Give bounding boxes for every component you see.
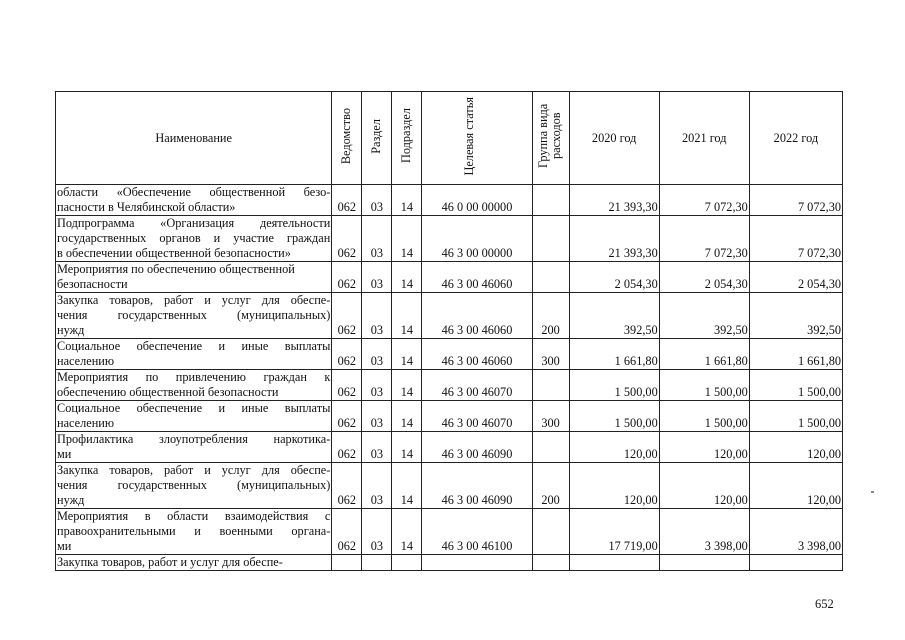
- row-amount-2020: 1 500,00: [569, 370, 659, 401]
- row-expense-group: [532, 432, 569, 463]
- row-target-article: 46 3 00 46090: [422, 463, 532, 509]
- row-amount-2022: 7 072,30: [749, 185, 842, 216]
- row-amount-2022: 3 398,00: [749, 509, 842, 555]
- row-amount-2020: 120,00: [569, 463, 659, 509]
- row-amount-2020: 21 393,30: [569, 185, 659, 216]
- page-number: 652: [815, 597, 834, 611]
- row-expense-group: 200: [532, 293, 569, 339]
- row-target-article: 46 3 00 46060: [422, 339, 532, 370]
- header-name: Наименование: [56, 92, 332, 185]
- row-name: Мероприятия по привлечению граждан к обеспечению общественной безопасности: [57, 370, 331, 399]
- row-name: Профилактика злоупотребления наркотика- ми: [57, 432, 331, 461]
- row-amount-2020: 392,50: [569, 293, 659, 339]
- row-section: 03: [362, 370, 392, 401]
- row-target-article: 46 3 00 00000: [422, 216, 532, 262]
- row-department: 062: [332, 185, 362, 216]
- row-subsection: 14: [392, 509, 422, 555]
- row-name: Закупка товаров, работ и услуг для обеспе-: [56, 555, 332, 571]
- table-row: [56, 185, 843, 216]
- table-row: [56, 293, 843, 339]
- row-subsection: 14: [392, 370, 422, 401]
- row-subsection: 14: [392, 216, 422, 262]
- table-row: [56, 463, 843, 509]
- row-amount-2021: 7 072,30: [659, 216, 749, 262]
- row-expense-group: 200: [532, 463, 569, 509]
- row-amount-2021: 1 500,00: [659, 401, 749, 432]
- row-name: Социальное обеспечение и иные выплаты населению: [57, 339, 331, 368]
- row-section: [362, 555, 392, 571]
- row-amount-2022: [749, 555, 842, 571]
- header-section: Раздел: [362, 92, 392, 185]
- header-subsection: Подраздел: [392, 92, 422, 185]
- row-amount-2021: 3 398,00: [659, 509, 749, 555]
- row-target-article: 46 3 00 46100: [422, 509, 532, 555]
- row-name: Подпрограмма «Организация деятельности государственных органов и участие граждан в обеспечении общественной безопасности»: [57, 216, 331, 260]
- row-section: 03: [362, 463, 392, 509]
- row-amount-2021: 392,50: [659, 293, 749, 339]
- table-row: [56, 509, 843, 555]
- row-subsection: [392, 555, 422, 571]
- header-year-2021: 2021 год: [659, 92, 749, 185]
- budget-table: [55, 91, 843, 571]
- row-amount-2022: 1 500,00: [749, 370, 842, 401]
- row-name: Мероприятия в области взаимодействия с правоохранительными и военными органа- ми: [57, 509, 331, 553]
- row-amount-2020: 21 393,30: [569, 216, 659, 262]
- row-section: 03: [362, 509, 392, 555]
- row-department: 062: [332, 432, 362, 463]
- row-subsection: 14: [392, 262, 422, 293]
- row-amount-2020: 1 661,80: [569, 339, 659, 370]
- row-section: 03: [362, 339, 392, 370]
- row-amount-2020: 120,00: [569, 432, 659, 463]
- row-target-article: 46 0 00 00000: [422, 185, 532, 216]
- row-expense-group: [532, 555, 569, 571]
- row-section: 03: [362, 216, 392, 262]
- row-department: 062: [332, 339, 362, 370]
- row-target-article: 46 3 00 46070: [422, 401, 532, 432]
- row-expense-group: [532, 216, 569, 262]
- row-subsection: 14: [392, 401, 422, 432]
- row-name: Закупка товаров, работ и услуг для обеспе- чения государственных (муниципальных) нужд: [57, 463, 331, 507]
- row-name: Закупка товаров, работ и услуг для обеспе- чения государственных (муниципальных) нужд: [57, 293, 331, 337]
- row-department: 062: [332, 216, 362, 262]
- row-amount-2021: 120,00: [659, 432, 749, 463]
- row-amount-2022: 2 054,30: [749, 262, 842, 293]
- row-amount-2022: 1 661,80: [749, 339, 842, 370]
- header-year-2022: 2022 год: [749, 92, 842, 185]
- row-department: 062: [332, 293, 362, 339]
- row-department: 062: [332, 262, 362, 293]
- row-subsection: 14: [392, 339, 422, 370]
- row-amount-2021: 7 072,30: [659, 185, 749, 216]
- row-amount-2021: 2 054,30: [659, 262, 749, 293]
- row-subsection: 14: [392, 185, 422, 216]
- row-target-article: 46 3 00 46090: [422, 432, 532, 463]
- row-subsection: 14: [392, 432, 422, 463]
- row-amount-2020: 2 054,30: [569, 262, 659, 293]
- row-department: 062: [332, 370, 362, 401]
- row-amount-2021: 1 661,80: [659, 339, 749, 370]
- header-year-2020: 2020 год: [569, 92, 659, 185]
- row-target-article: 46 3 00 46070: [422, 370, 532, 401]
- row-expense-group: [532, 370, 569, 401]
- row-amount-2022: 120,00: [749, 463, 842, 509]
- row-subsection: 14: [392, 463, 422, 509]
- row-amount-2021: 1 500,00: [659, 370, 749, 401]
- row-amount-2021: [659, 555, 749, 571]
- table-row: [56, 432, 843, 463]
- row-amount-2020: 1 500,00: [569, 401, 659, 432]
- row-expense-group: 300: [532, 339, 569, 370]
- row-section: 03: [362, 293, 392, 339]
- row-subsection: 14: [392, 293, 422, 339]
- table-row: [56, 555, 843, 571]
- header-department: Ведомство: [332, 92, 362, 185]
- row-section: 03: [362, 262, 392, 293]
- row-name: области «Обеспечение общественной безо- пасности в Челябинской области»: [57, 185, 331, 214]
- header-expense-group: Группа вида расходов: [532, 92, 569, 185]
- row-amount-2022: 7 072,30: [749, 216, 842, 262]
- table-row: [56, 216, 843, 262]
- row-section: 03: [362, 432, 392, 463]
- row-amount-2020: 17 719,00: [569, 509, 659, 555]
- row-section: 03: [362, 185, 392, 216]
- row-expense-group: [532, 185, 569, 216]
- table-row: [56, 370, 843, 401]
- row-amount-2022: 1 500,00: [749, 401, 842, 432]
- table-row: [56, 262, 843, 293]
- table-header-row: [56, 92, 843, 185]
- row-department: 062: [332, 401, 362, 432]
- header-target-article: Целевая статья: [422, 92, 532, 185]
- row-department: 062: [332, 463, 362, 509]
- row-department: 062: [332, 509, 362, 555]
- row-name: Мероприятия по обеспечению общественной безопасности: [56, 262, 332, 293]
- row-target-article: 46 3 00 46060: [422, 293, 532, 339]
- row-amount-2021: 120,00: [659, 463, 749, 509]
- scan-mark: [871, 491, 874, 493]
- row-expense-group: [532, 262, 569, 293]
- row-target-article: 46 3 00 46060: [422, 262, 532, 293]
- row-amount-2022: 120,00: [749, 432, 842, 463]
- row-expense-group: [532, 509, 569, 555]
- table-row: [56, 339, 843, 370]
- row-department: [332, 555, 362, 571]
- row-section: 03: [362, 401, 392, 432]
- row-target-article: [422, 555, 532, 571]
- row-amount-2022: 392,50: [749, 293, 842, 339]
- row-expense-group: 300: [532, 401, 569, 432]
- row-name: Социальное обеспечение и иные выплаты населению: [57, 401, 331, 430]
- table-row: [56, 401, 843, 432]
- row-amount-2020: [569, 555, 659, 571]
